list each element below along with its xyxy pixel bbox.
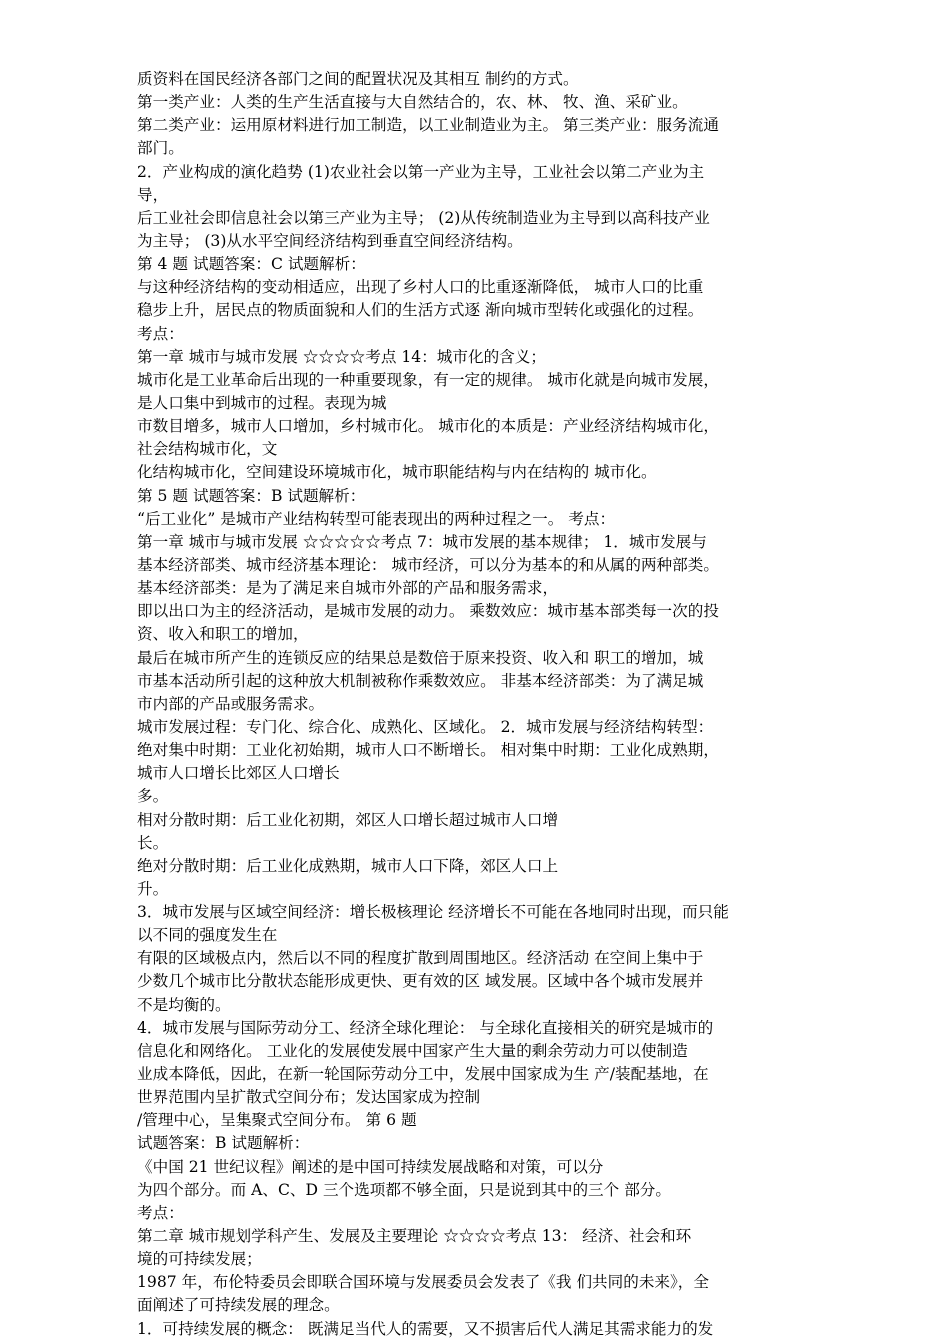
text-line: 稳步上升，居民点的物质面貌和人们的生活方式逐 渐向城市型转化或强化的过程。 bbox=[137, 301, 704, 320]
text-line: 城市发展过程：专门化、综合化、成熟化、区域化。 2．城市发展与经济结构转型： bbox=[137, 717, 714, 736]
text-line: 有限的区域极点内，然后以不同的程度扩散到周围地区。经济活动 在空间上集中于 bbox=[137, 949, 704, 968]
text-line: 第一章 城市与城市发展 ☆☆☆☆考点 14：城市化的含义； bbox=[137, 347, 546, 366]
text-line: 1．可持续发展的概念： 既满足当代人的需要，又不损害后代人满足其需求能力的发 bbox=[137, 1319, 714, 1338]
text-line: 信息化和网络化。 工业化的发展使发展中国家产生大量的剩余劳动力可以使制造 bbox=[137, 1041, 688, 1060]
text-line: 资、收入和职工的增加， bbox=[137, 625, 309, 644]
text-line: 市内部的产品或服务需求。 bbox=[137, 694, 325, 713]
text-line: 《中国 21 世纪议程》阐述的是中国可持续发展战略和对策，可以分 bbox=[137, 1157, 604, 1176]
text-line: 第 4 题 试题答案：C 试题解析： bbox=[137, 255, 366, 274]
text-line: 多。 bbox=[137, 787, 169, 806]
text-line: 第 5 题 试题答案：B 试题解析： bbox=[137, 486, 366, 505]
text-line: 世界范围内呈扩散式空间分布；发达国家成为控制 bbox=[137, 1088, 481, 1107]
text-line: 城市化是工业革命后出现的一种重要现象，有一定的规律。 城市化就是向城市发展， bbox=[137, 370, 719, 389]
text-line: 绝对分散时期：后工业化成熟期，城市人口下降，郊区人口上 bbox=[137, 856, 559, 875]
text-line: 境的可持续发展； bbox=[137, 1250, 262, 1269]
text-line: 1987 年，布伦特委员会即联合国环境与发展委员会发表了《我 们共同的未来》，全 bbox=[137, 1273, 709, 1292]
text-line: 市数目增多，城市人口增加，乡村城市化。 城市化的本质是：产业经济结构城市化， bbox=[137, 417, 719, 436]
text-line: 城市人口增长比郊区人口增长 bbox=[137, 764, 340, 783]
text-line: 导， bbox=[137, 185, 169, 204]
text-line: 市基本活动所引起的这种放大机制被称作乘数效应。 非基本经济部类：为了满足城 bbox=[137, 671, 704, 690]
text-line: 以不同的强度发生在 bbox=[137, 926, 278, 945]
text-line: 最后在城市所产生的连锁反应的结果总是数倍于原来投资、收入和 职工的增加，城 bbox=[137, 648, 704, 667]
text-line: 基本经济部类、城市经济基本理论： 城市经济，可以分为基本的和从属的两种部类。 bbox=[137, 555, 719, 574]
text-line: 为四个部分。而 A、C、D 三个选项都不够全面，只是说到其中的三个 部分。 bbox=[137, 1180, 671, 1199]
text-line: “后工业化” 是城市产业结构转型可能表现出的两种过程之一。 考点： bbox=[137, 509, 616, 528]
text-line: 部门。 bbox=[137, 139, 184, 158]
text-line: 即以出口为主的经济活动，是城市发展的动力。 乘数效应：城市基本部类每一次的投 bbox=[137, 602, 719, 621]
text-line: 与这种经济结构的变动相适应，出现了乡村人口的比重逐渐降低， 城市人口的比重 bbox=[137, 278, 704, 297]
text-line: 试题答案：B 试题解析： bbox=[137, 1134, 310, 1153]
text-line: 绝对集中时期：工业化初始期，城市人口不断增长。 相对集中时期：工业化成熟期， bbox=[137, 741, 719, 760]
text-line: 化结构城市化，空间建设环境城市化，城市职能结构与内在结构的 城市化。 bbox=[137, 463, 657, 482]
text-line: 基本经济部类：是为了满足来自城市外部的产品和服务需求， bbox=[137, 579, 559, 598]
text-line: 第二章 城市规划学科产生、发展及主要理论 ☆☆☆☆考点 13： 经济、社会和环 bbox=[137, 1227, 692, 1246]
text-line: 后工业社会即信息社会以第三产业为主导； (2)从传统制造业为主导到以高科技产业 bbox=[137, 208, 710, 227]
text-line: 业成本降低，因此，在新一轮国际劳动分工中，发展中国家成为生 产/装配基地，在 bbox=[137, 1065, 709, 1084]
text-line: 是人口集中到城市的过程。表现为城 bbox=[137, 393, 387, 412]
text-line: 2．产业构成的演化趋势 (1)农业社会以第一产业为主导，工业社会以第二产业为主 bbox=[137, 162, 705, 181]
text-line: 考点： bbox=[137, 1203, 184, 1222]
text-line: 面阐述了可持续发展的理念。 bbox=[137, 1296, 340, 1315]
text-line: 不是均衡的。 bbox=[137, 995, 231, 1014]
text-line: 质资料在国民经济各部门之间的配置状况及其相互 制约的方式。 bbox=[137, 70, 579, 88]
text-line: 3．城市发展与区域空间经济：增长极核理论 经济增长不可能在各地同时出现，而只能 bbox=[137, 903, 729, 922]
text-line: 升。 bbox=[137, 879, 169, 898]
text-line: /管理中心，呈集聚式空间分布。 第 6 题 bbox=[137, 1111, 417, 1130]
document-body bbox=[137, 68, 849, 1341]
text-line: 为主导； (3)从水平空间经济结构到垂直空间经济结构。 bbox=[137, 231, 523, 250]
text-line: 长。 bbox=[137, 833, 169, 852]
text-line: 第二类产业：运用原材料进行加工制造，以工业制造业为主。 第三类产业：服务流通 bbox=[137, 116, 719, 135]
text-line: 第一章 城市与城市发展 ☆☆☆☆☆考点 7：城市发展的基本规律； 1．城市发展与 bbox=[137, 532, 707, 551]
text-line: 4．城市发展与国际劳动分工、经济全球化理论： 与全球化直接相关的研究是城市的 bbox=[137, 1018, 714, 1037]
text-line: 相对分散时期：后工业化初期，郊区人口增长超过城市人口增 bbox=[137, 810, 559, 829]
text-line: 少数几个城市比分散状态能形成更快、更有效的区 域发展。区域中各个城市发展并 bbox=[137, 972, 704, 991]
text-line: 考点： bbox=[137, 324, 184, 343]
text-line: 第一类产业：人类的生产生活直接与大自然结合的，农、林、 牧、渔、采矿业。 bbox=[137, 93, 688, 112]
text-line: 社会结构城市化，文 bbox=[137, 440, 278, 459]
